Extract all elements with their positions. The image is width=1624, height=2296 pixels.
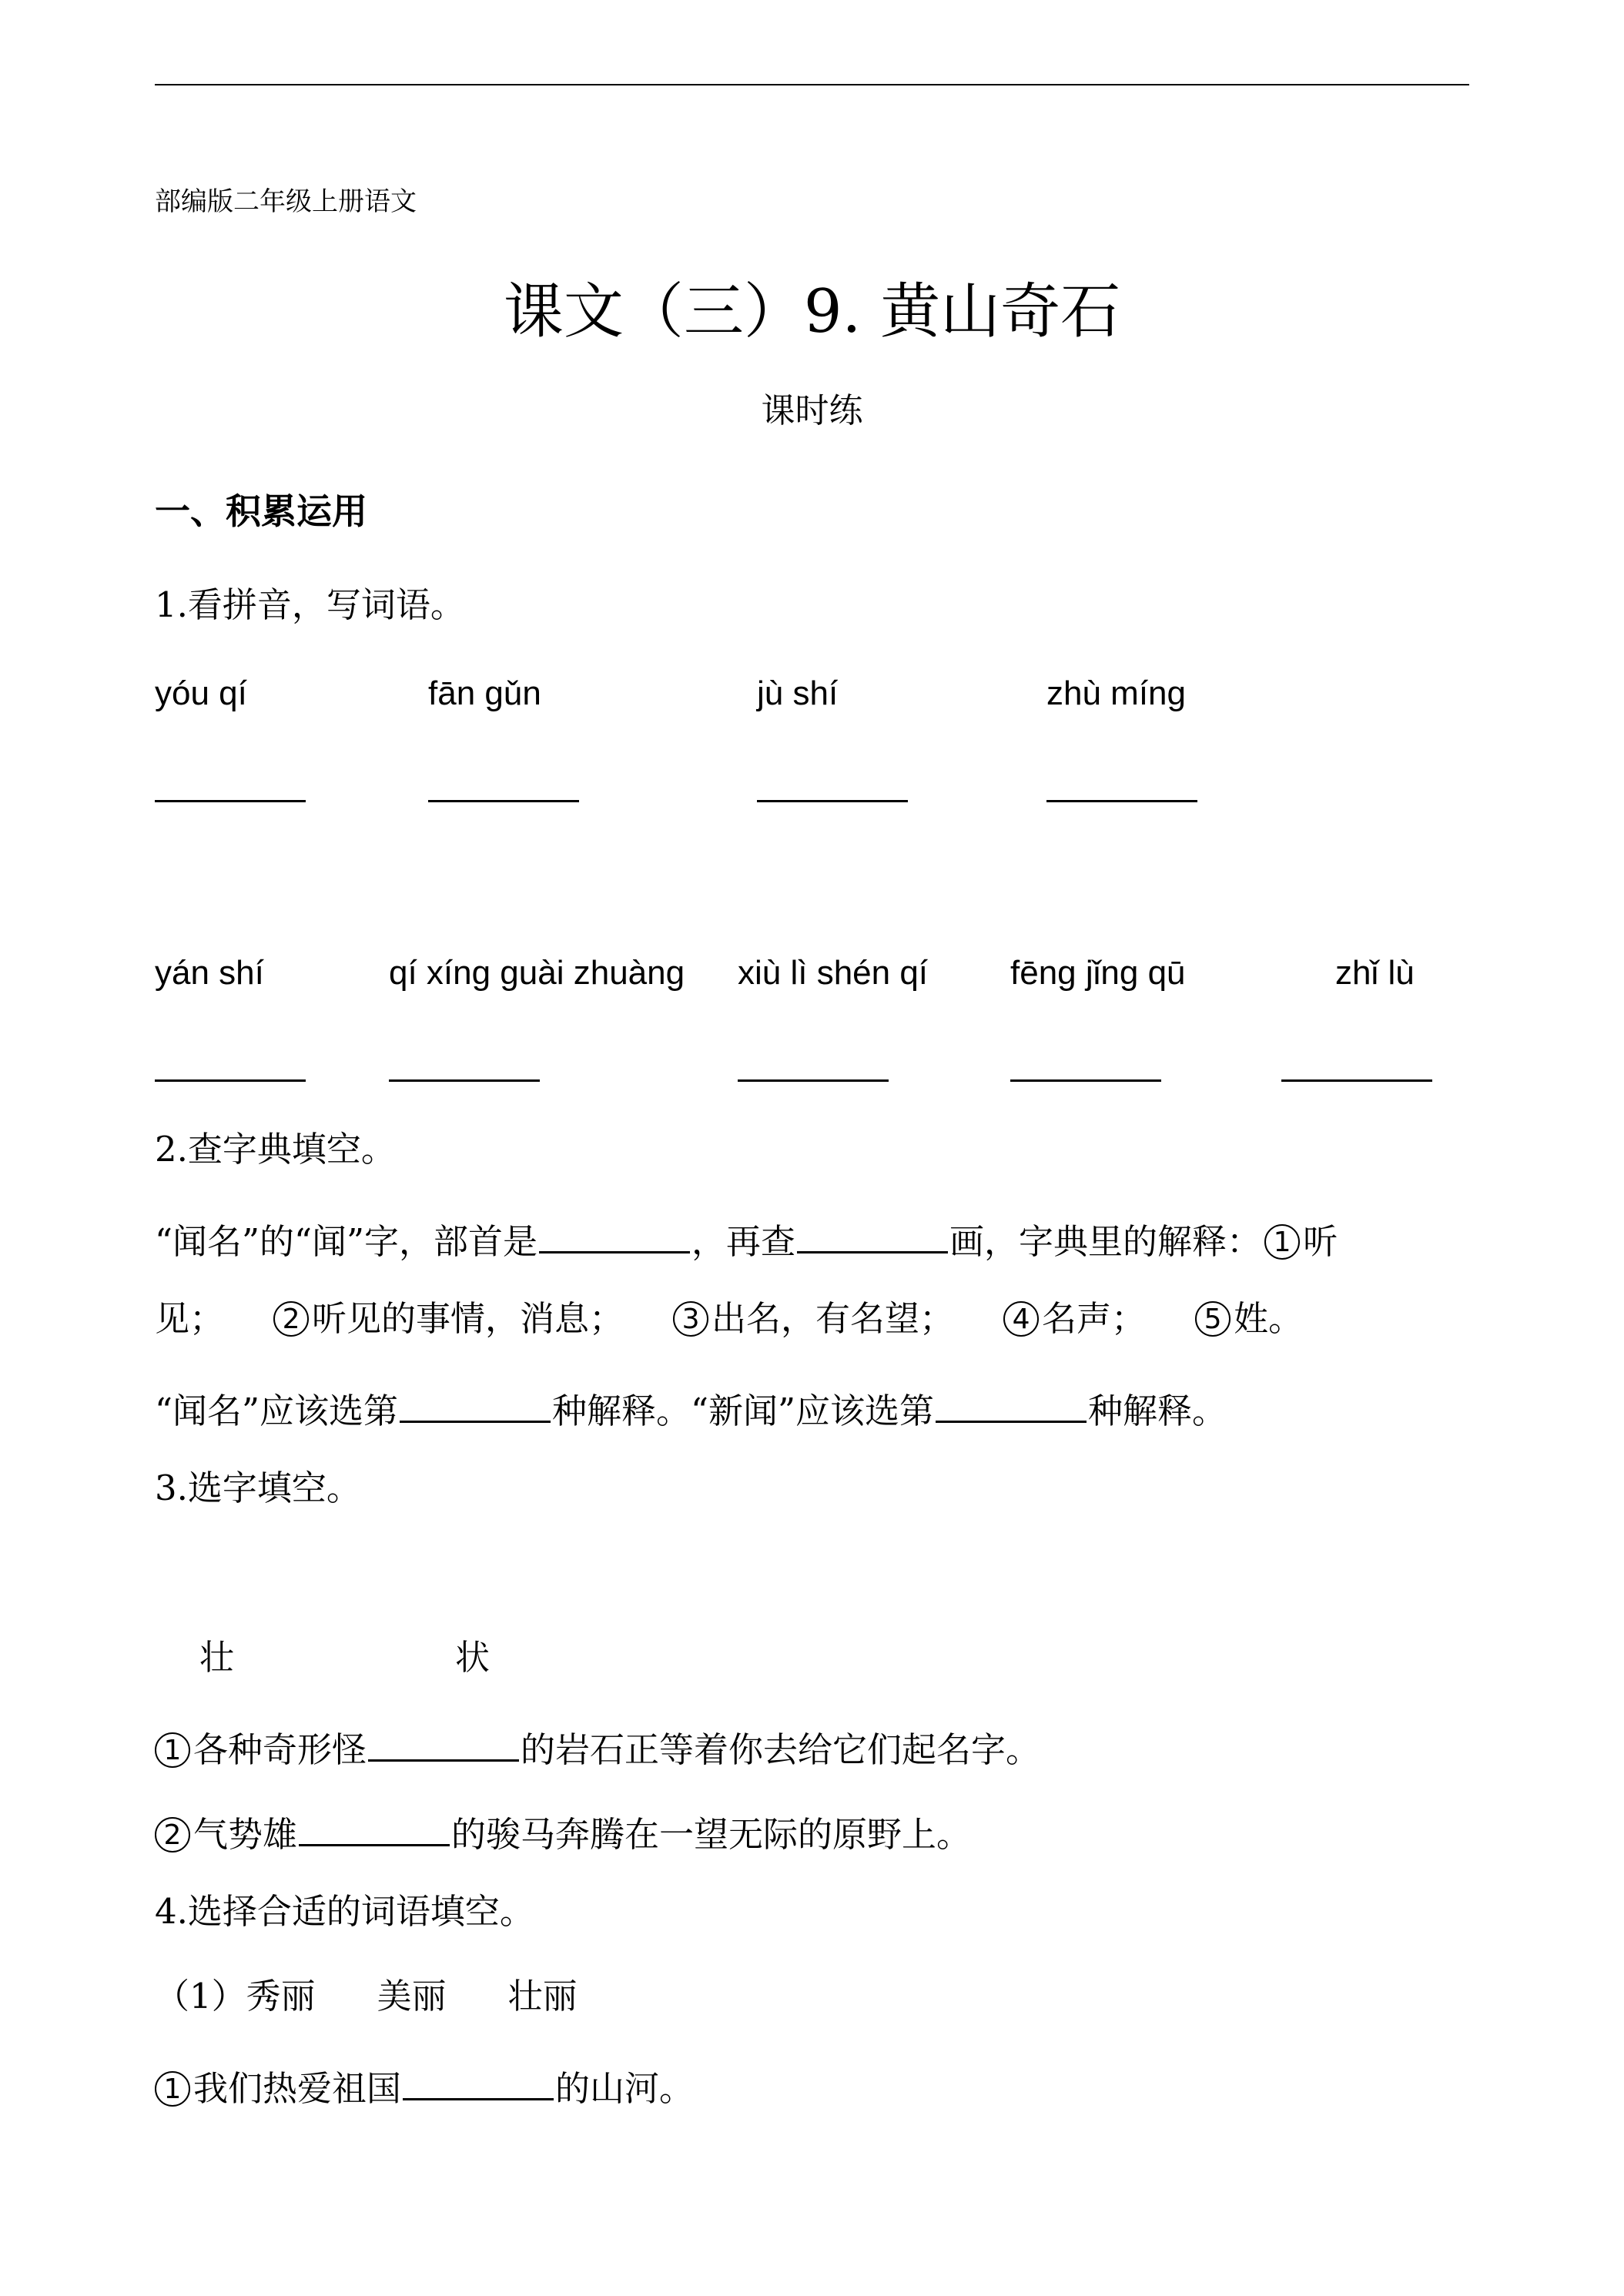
answer-blank[interactable] bbox=[403, 2063, 554, 2100]
answer-blank[interactable] bbox=[1281, 1079, 1432, 1082]
q3-text: 气势雄 bbox=[193, 1814, 298, 1855]
pinyin-item: yóu qí bbox=[155, 674, 247, 712]
q3-text: 的岩石正等着你去给它们起名字。 bbox=[521, 1729, 1041, 1770]
q2-text: 听见的事情，消息； bbox=[312, 1298, 624, 1339]
top-rule bbox=[155, 84, 1469, 85]
section-heading: 一、积累运用 bbox=[155, 490, 367, 532]
q2-line-1 bbox=[155, 1217, 1338, 1263]
q2-text: “闻名”应该选第 bbox=[155, 1391, 399, 1431]
answer-blank[interactable] bbox=[155, 1079, 306, 1082]
answer-blank[interactable] bbox=[299, 1809, 450, 1846]
q2-text: “闻名”的“闻”字，部首是 bbox=[155, 1221, 538, 1262]
pinyin-item: fēng jǐng qū bbox=[1010, 954, 1186, 992]
q2-text: 听 bbox=[1303, 1221, 1338, 1262]
pinyin-item: zhù míng bbox=[1046, 674, 1186, 712]
pinyin-item: zhǐ lù bbox=[1335, 954, 1415, 992]
q4-option: 美丽 bbox=[377, 1976, 447, 2017]
q4-label: 4.选择合适的词语填空。 bbox=[155, 1891, 534, 1932]
circled-number: 2 bbox=[273, 1301, 309, 1337]
circled-number: 1 bbox=[155, 1732, 190, 1768]
circled-number: 1 bbox=[1264, 1224, 1300, 1260]
pinyin-item: qí xíng guài zhuàng bbox=[389, 954, 685, 992]
q2-text: 画，字典里的解释： bbox=[949, 1221, 1262, 1262]
q3-sentence-1 bbox=[155, 1725, 1040, 1771]
answer-blank[interactable] bbox=[757, 800, 908, 802]
q4-option: （1）秀丽 bbox=[155, 1976, 316, 2017]
q3-option: 状 bbox=[455, 1637, 491, 1678]
q2-text: 姓。 bbox=[1234, 1298, 1304, 1339]
q4-text: 的山河。 bbox=[555, 2068, 695, 2109]
circled-number: 3 bbox=[673, 1301, 708, 1337]
answer-blank[interactable] bbox=[368, 1725, 519, 1762]
q1-label: 1.看拼音，写词语。 bbox=[155, 584, 465, 625]
q2-text: ，再查 bbox=[691, 1221, 796, 1262]
lesson-type: 课时练 bbox=[761, 391, 863, 430]
circled-number: 2 bbox=[155, 1817, 190, 1853]
answer-blank[interactable] bbox=[428, 800, 579, 802]
q2-text: 见； bbox=[155, 1298, 225, 1339]
answer-blank[interactable] bbox=[797, 1217, 948, 1253]
q3-label: 3.选字填空。 bbox=[155, 1468, 361, 1508]
q2-label: 2.查字典填空。 bbox=[155, 1129, 396, 1170]
q2-text: 种解释。“新闻”应该选第 bbox=[552, 1391, 935, 1431]
q2-text: 种解释。 bbox=[1088, 1391, 1227, 1431]
pinyin-item: yán shí bbox=[155, 954, 264, 992]
q3-option: 壮 bbox=[199, 1637, 235, 1678]
q2-line-3 bbox=[155, 1386, 1227, 1431]
q4-text: 我们热爱祖国 bbox=[193, 2068, 402, 2109]
pinyin-item: jù shí bbox=[757, 674, 839, 712]
q2-text: 出名，有名望； bbox=[712, 1298, 955, 1339]
q3-sentence-2 bbox=[155, 1809, 971, 1856]
q2-text: 名声； bbox=[1042, 1298, 1147, 1339]
circled-number: 4 bbox=[1003, 1301, 1039, 1337]
circled-number: 5 bbox=[1195, 1301, 1231, 1337]
answer-blank[interactable] bbox=[400, 1386, 551, 1423]
q2-line-2 bbox=[155, 1298, 1304, 1340]
pinyin-item: fān gǔn bbox=[428, 674, 541, 712]
q4-group-1 bbox=[155, 1976, 578, 2017]
answer-blank[interactable] bbox=[155, 800, 306, 802]
answer-blank[interactable] bbox=[1046, 800, 1197, 802]
pinyin-item: xiù lì shén qí bbox=[738, 954, 929, 992]
answer-blank[interactable] bbox=[936, 1386, 1087, 1423]
answer-blank[interactable] bbox=[738, 1079, 889, 1082]
book-subtitle: 部编版二年级上册语文 bbox=[155, 186, 417, 217]
q4-sentence-1 bbox=[155, 2063, 694, 2110]
answer-blank[interactable] bbox=[539, 1217, 690, 1253]
q3-text: 各种奇形怪 bbox=[193, 1729, 367, 1770]
answer-blank[interactable] bbox=[389, 1079, 540, 1082]
q3-text: 的骏马奔腾在一望无际的原野上。 bbox=[451, 1814, 972, 1855]
page-title: 课文（三）9. 黄山奇石 bbox=[503, 277, 1121, 346]
answer-blank[interactable] bbox=[1010, 1079, 1161, 1082]
q4-option: 壮丽 bbox=[507, 1976, 578, 2017]
circled-number: 1 bbox=[155, 2071, 190, 2107]
